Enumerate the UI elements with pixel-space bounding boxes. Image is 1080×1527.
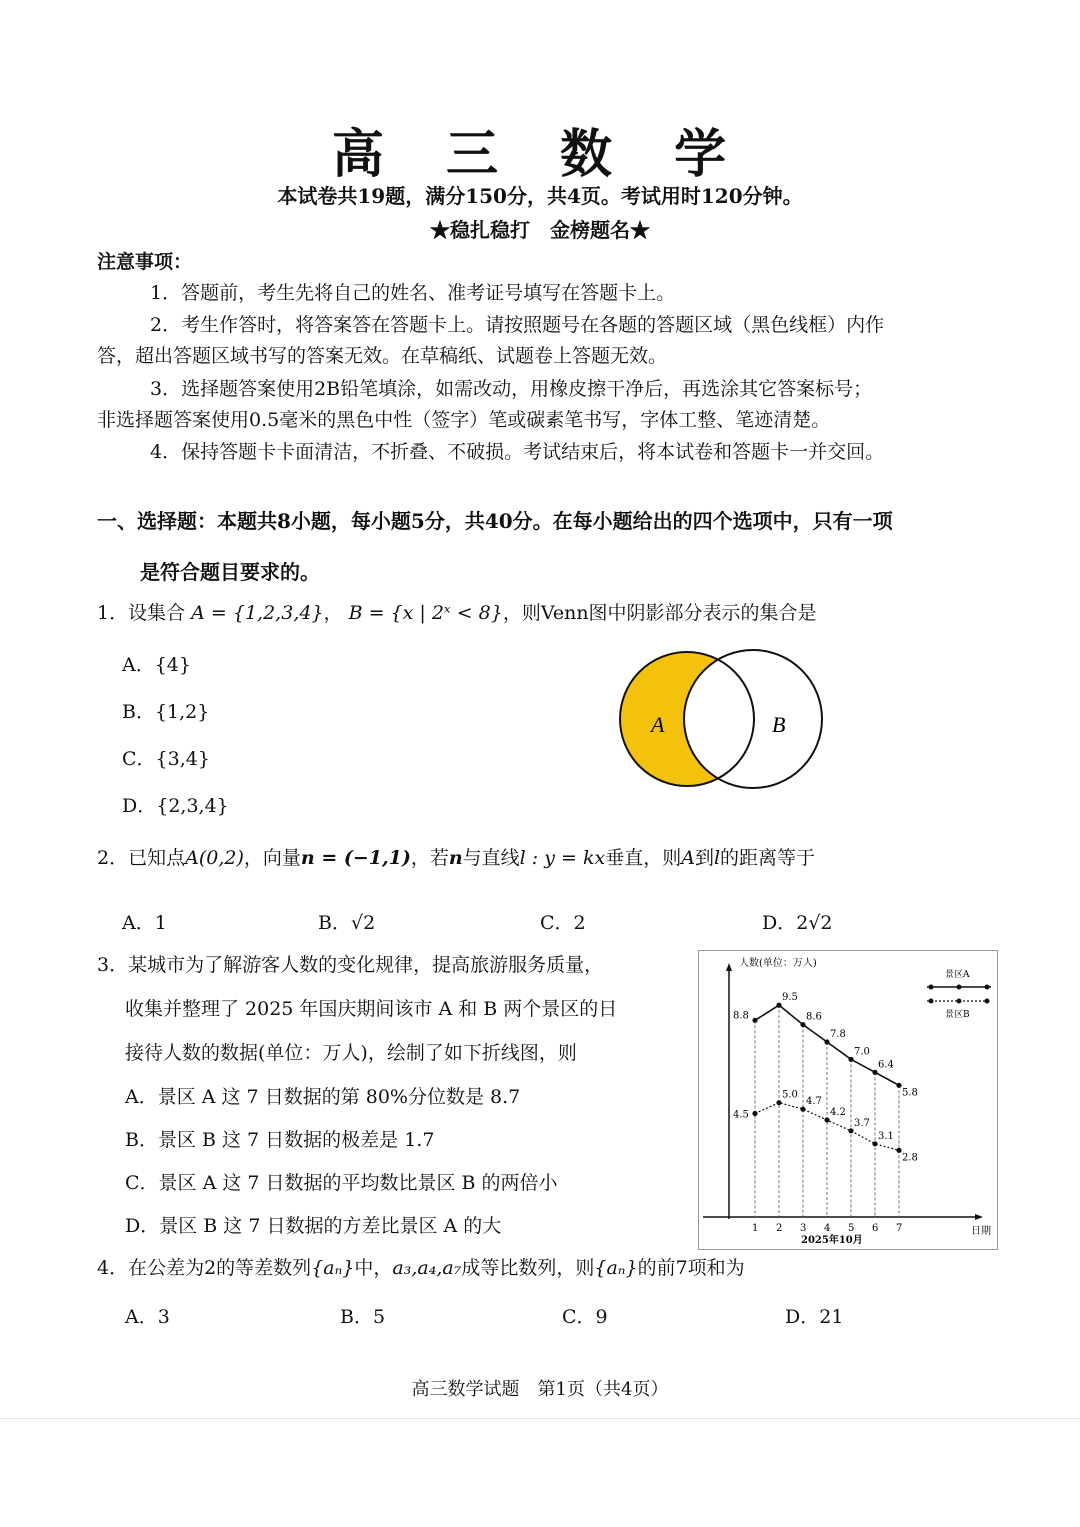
legend-dot-b1 <box>929 999 934 1004</box>
data-point-b-2 <box>776 1100 781 1105</box>
x-tick-label-2: 2 <box>776 1223 783 1234</box>
x-tick-label-6: 6 <box>872 1223 879 1234</box>
q2-point: A(0,2) <box>185 847 244 869</box>
section-heading-cont: 是符合题目要求的。 <box>140 560 320 584</box>
q1-option-a: A．{4} <box>122 654 191 676</box>
q2-a: A <box>681 847 695 869</box>
question-2-stem <box>97 843 815 873</box>
note-4: 4．保持答题卡卡面清洁，不折叠、不破损。考试结束后，将本试卷和答题卡一并交回。 <box>150 441 885 463</box>
legend-dot-a3 <box>985 985 990 990</box>
x-tick-label-4: 4 <box>824 1223 831 1234</box>
motto: ★稳扎稳打 金榜题名★ <box>430 218 650 242</box>
q4-option-a: A．3 <box>125 1306 170 1328</box>
q4-number: 4． <box>97 1257 129 1279</box>
q4-text-a: 在公差为2的等差数列 <box>128 1257 312 1279</box>
q4-option-b: B．5 <box>340 1306 386 1328</box>
legend-dot-b2 <box>957 999 962 1004</box>
data-label-b-4: 4.2 <box>830 1107 846 1118</box>
data-point-b-7 <box>896 1148 901 1153</box>
q2-n: n <box>448 847 463 869</box>
x-tick-label-7: 7 <box>896 1223 903 1234</box>
q2-option-c: C．2 <box>540 912 586 934</box>
data-point-a-4 <box>824 1039 829 1044</box>
q1-set-b: B = {x | 2ˣ < 8} <box>348 602 503 624</box>
data-point-b-1 <box>752 1111 757 1116</box>
data-point-a-6 <box>872 1070 877 1075</box>
question-1-stem <box>97 598 817 628</box>
q2-text-b: ，向量 <box>243 847 301 869</box>
data-point-b-4 <box>824 1117 829 1122</box>
section-heading: 一、选择题：本题共8小题，每小题5分，共40分。在每小题给出的四个选项中，只有一项 <box>97 509 893 533</box>
q1-set-a: A = {1,2,3,4} <box>191 602 324 624</box>
x-axis-arrow <box>975 1214 983 1220</box>
data-label-a-6: 6.4 <box>878 1059 894 1071</box>
q2-text-a: 已知点 <box>128 847 186 869</box>
q1-option-c: C．{3,4} <box>122 748 210 770</box>
data-point-b-3 <box>800 1107 805 1112</box>
q2-option-a: A．1 <box>122 912 167 934</box>
venn-diagram <box>610 640 835 790</box>
note-2b: 答，超出答题区域书写的答案无效。在草稿纸、试题卷上答题无效。 <box>97 345 668 367</box>
venn-label-a: A <box>651 712 665 737</box>
q2-option-b: B．√2 <box>318 912 376 934</box>
legend-dot-a1 <box>929 985 934 990</box>
q4-terms: a₃,a₄,a₇ <box>392 1257 462 1279</box>
q2-l: l <box>713 847 721 869</box>
q4-option-d: D．21 <box>785 1306 844 1328</box>
data-point-a-5 <box>848 1057 853 1062</box>
data-label-b-2: 5.0 <box>782 1089 798 1101</box>
legend-dot-b3 <box>985 999 990 1004</box>
data-label-a-2: 9.5 <box>782 992 798 1004</box>
data-point-a-3 <box>800 1022 805 1027</box>
q3-line-1: 3．某城市为了解游客人数的变化规律，提高旅游服务质量， <box>97 954 604 976</box>
note-2a: 2．考生作答时，将答案答在答题卡上。请按照题号在各题的答题区域（黑色线框）内作 <box>150 314 885 336</box>
page-footer: 高三数学试题 第1页（共4页） <box>411 1379 669 1400</box>
data-point-b-6 <box>872 1141 877 1146</box>
x-axis-label: 日期 <box>971 1226 991 1237</box>
q4-seq2: {aₙ} <box>594 1257 638 1279</box>
q2-number: 2． <box>97 847 129 869</box>
data-label-b-1: 4.5 <box>733 1109 749 1121</box>
x-tick-label-3: 3 <box>800 1223 807 1234</box>
venn-label-b: B <box>772 712 786 737</box>
data-point-a-2 <box>776 1003 781 1008</box>
q4-text-b: 中， <box>354 1257 393 1279</box>
data-label-a-5: 7.0 <box>854 1046 870 1058</box>
question-4-stem <box>97 1253 745 1283</box>
x-axis-caption: 2025年10月 <box>801 1235 863 1246</box>
q2-text-d: 与直线 <box>462 847 520 869</box>
q3-option-d: D．景区 B 这 7 日数据的方差比景区 A 的大 <box>125 1215 502 1237</box>
q3-line-2: 收集并整理了 2025 年国庆期间该市 A 和 B 两个景区的日 <box>125 998 618 1020</box>
data-label-a-4: 7.8 <box>830 1029 846 1040</box>
q2-text-c: ，若 <box>410 847 449 869</box>
legend-dot-a2 <box>957 985 962 990</box>
q1-text-a: 设集合 <box>128 602 186 624</box>
exam-info: 本试卷共19题，满分150分，共4页。考试用时120分钟。 <box>277 184 803 208</box>
q1-text-b: ，则Venn图中阴影部分表示的集合是 <box>502 602 817 624</box>
q3-option-a: A．景区 A 这 7 日数据的第 80%分位数是 8.7 <box>125 1086 521 1108</box>
x-tick-label-5: 5 <box>848 1223 855 1234</box>
q1-comma: ， <box>323 602 343 624</box>
data-label-a-7: 5.8 <box>902 1087 918 1099</box>
data-label-a-1: 8.8 <box>733 1010 749 1022</box>
y-axis-arrow <box>726 963 732 971</box>
y-axis-label: 人数(单位：万人) <box>739 958 817 969</box>
data-label-b-7: 2.8 <box>902 1152 918 1164</box>
q4-option-c: C．9 <box>562 1306 608 1328</box>
q3-option-b: B．景区 B 这 7 日数据的极差是 1.7 <box>125 1129 435 1151</box>
data-label-b-6: 3.1 <box>878 1130 894 1142</box>
x-tick-label-1: 1 <box>752 1223 759 1234</box>
q4-text-c: 成等比数列，则 <box>461 1257 595 1279</box>
q2-text-e: 垂直，则 <box>605 847 682 869</box>
q2-option-d: D．2√2 <box>762 912 833 934</box>
legend-label-a: 景区A <box>945 970 970 980</box>
legend-label-b: 景区B <box>945 1010 970 1020</box>
line-chart <box>698 950 998 1250</box>
data-label-a-3: 8.6 <box>806 1011 822 1023</box>
note-3b: 非选择题答案使用0.5毫米的黑色中性（签字）笔或碳素笔书写，字体工整、笔迹清楚。 <box>97 409 831 431</box>
data-point-a-1 <box>752 1018 757 1023</box>
q1-option-d: D．{2,3,4} <box>122 795 229 817</box>
note-1: 1．答题前，考生先将自己的姓名、准考证号填写在答题卡上。 <box>150 282 676 304</box>
q4-seq: {aₙ} <box>311 1257 355 1279</box>
data-point-a-7 <box>896 1083 901 1088</box>
note-3a: 3．选择题答案使用2B铅笔填涂，如需改动，用橡皮擦干净后，再选涂其它答案标号； <box>150 378 873 400</box>
q2-vector: n = (−1,1) <box>300 847 411 869</box>
q1-number: 1． <box>97 602 129 624</box>
q2-line: l : y = kx <box>519 847 606 869</box>
data-point-b-5 <box>848 1128 853 1133</box>
data-label-b-3: 4.7 <box>806 1096 822 1108</box>
q3-line-3: 接待人数的数据(单位：万人)，绘制了如下折线图，则 <box>125 1042 577 1064</box>
q2-text-g: 的距离等于 <box>720 847 816 869</box>
footer-divider <box>0 1418 1080 1419</box>
page-title: 高 三 数 学 <box>331 125 749 185</box>
data-label-b-5: 3.7 <box>854 1117 870 1129</box>
q4-text-d: 的前7项和为 <box>637 1257 745 1279</box>
notes-heading: 注意事项： <box>97 251 193 273</box>
q1-option-b: B．{1,2} <box>122 701 210 723</box>
q3-option-c: C．景区 A 这 7 日数据的平均数比景区 B 的两倍小 <box>125 1172 558 1194</box>
q2-text-f: 到 <box>694 847 714 869</box>
